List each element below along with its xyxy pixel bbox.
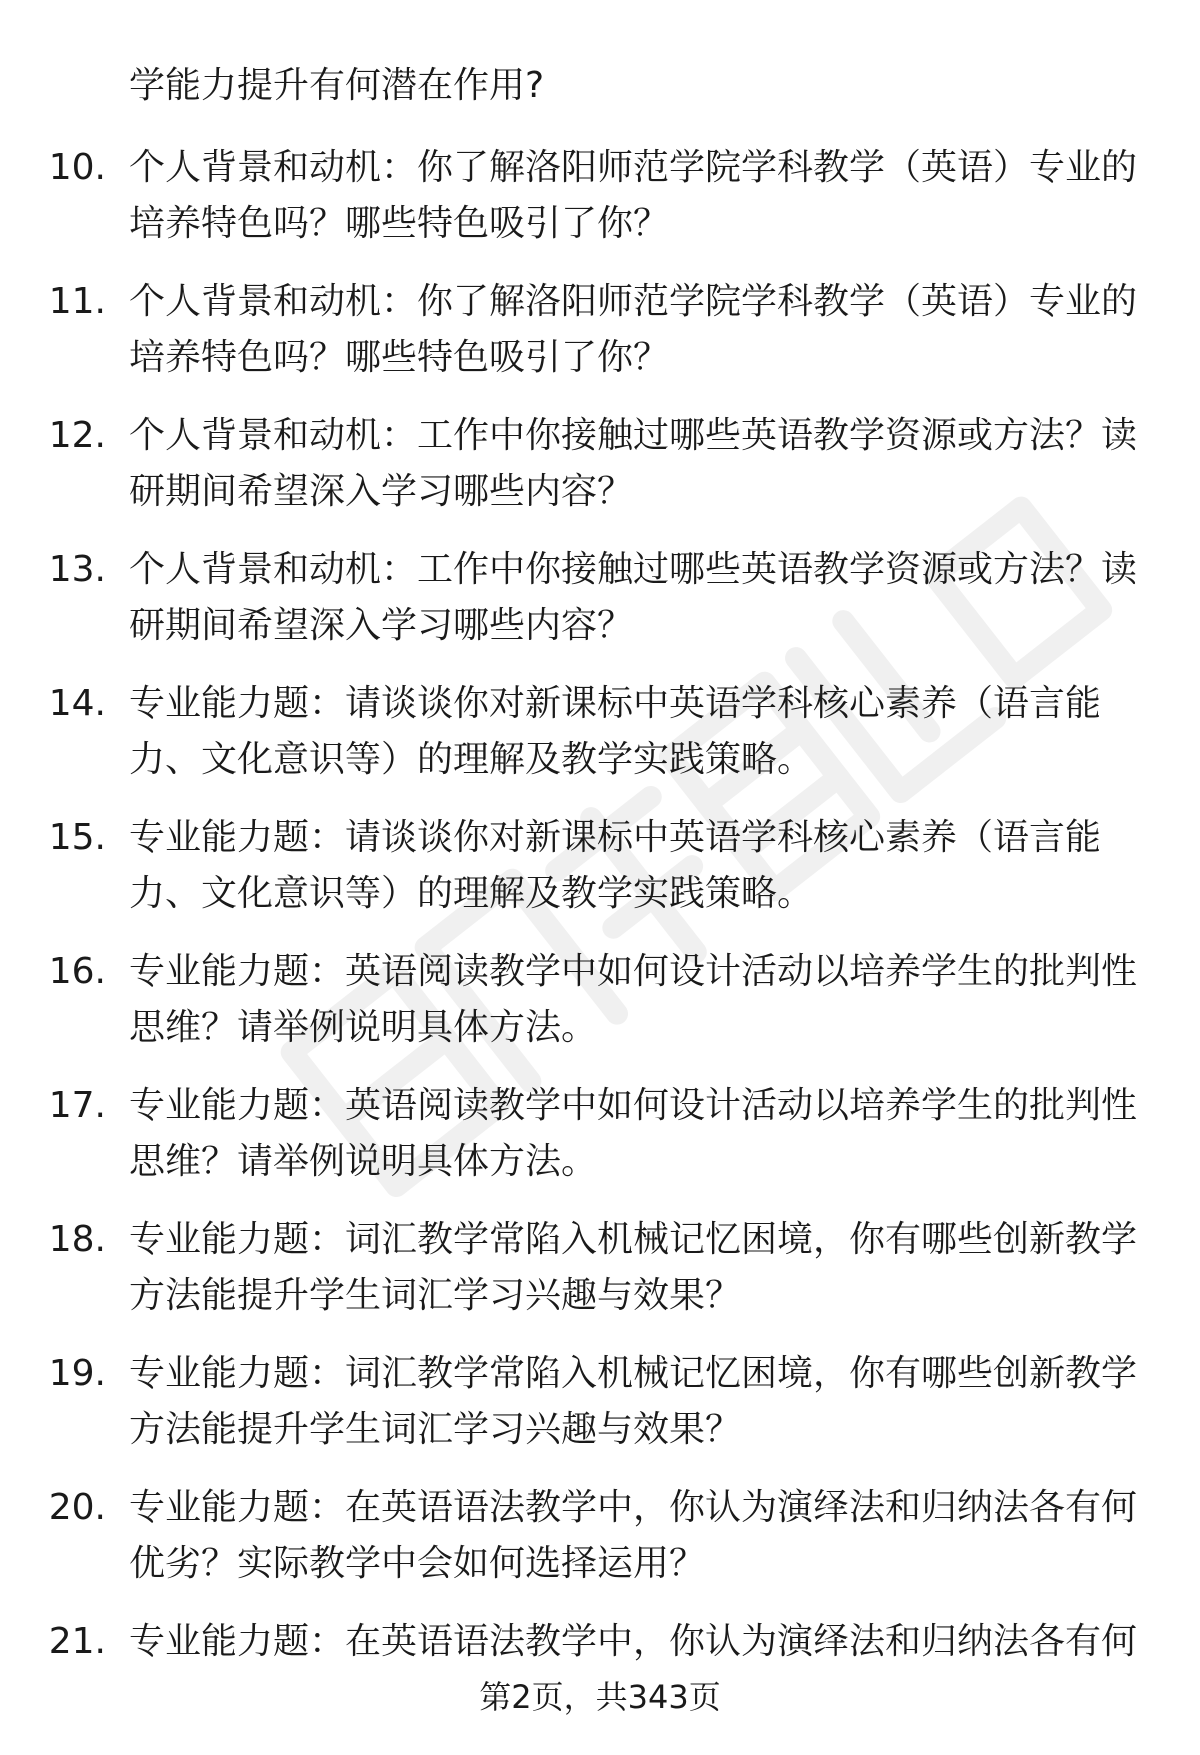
list-item	[0, 542, 1200, 676]
question-line: 专业能力题：英语阅读教学中如何设计活动以培养学生的批判性	[129, 951, 1138, 992]
question-line: 专业能力题：在英语语法教学中，你认为演绎法和归纳法各有何	[129, 1487, 1138, 1528]
question-line: 专业能力题：请谈谈你对新课标中英语学科核心素养（语言能	[129, 817, 1102, 858]
question-number: 10.	[48, 147, 106, 188]
question-line: 力、文化意识等）的理解及教学实践策略。	[129, 873, 814, 914]
question-number: 13.	[48, 549, 106, 590]
question-text	[129, 810, 1141, 922]
question-number: 12.	[48, 415, 106, 456]
list-item	[0, 1078, 1200, 1212]
question-text	[129, 1346, 1141, 1458]
question-number: 15.	[48, 817, 106, 858]
question-text	[129, 1614, 1141, 1670]
question-text	[129, 944, 1141, 1056]
question-text	[129, 274, 1141, 386]
question-line: 方法能提升学生词汇学习兴趣与效果？	[129, 1275, 742, 1316]
question-line: 专业能力题：词汇教学常陷入机械记忆困境，你有哪些创新教学	[129, 1353, 1138, 1394]
question-line: 思维？请举例说明具体方法。	[129, 1141, 598, 1182]
question-line: 个人背景和动机：工作中你接触过哪些英语教学资源或方法？读	[129, 415, 1138, 456]
question-line: 专业能力题：词汇教学常陷入机械记忆困境，你有哪些创新教学	[129, 1219, 1138, 1260]
question-line: 专业能力题：英语阅读教学中如何设计活动以培养学生的批判性	[129, 1085, 1138, 1126]
continued-question-text: 学能力提升有何潜在作用?	[129, 65, 545, 106]
list-item	[0, 1480, 1200, 1614]
page-footer: 第2页，共343页	[479, 1678, 721, 1716]
question-text	[129, 408, 1141, 520]
list-item	[0, 944, 1200, 1078]
list-item	[0, 810, 1200, 944]
question-line: 力、文化意识等）的理解及教学实践策略。	[129, 739, 814, 780]
question-line: 研期间希望深入学习哪些内容？	[129, 605, 634, 646]
question-line: 专业能力题：在英语语法教学中，你认为演绎法和归纳法各有何	[129, 1621, 1138, 1662]
list-item	[0, 1346, 1200, 1480]
question-line: 思维？请举例说明具体方法。	[129, 1007, 598, 1048]
question-line: 培养特色吗？哪些特色吸引了你？	[129, 337, 670, 378]
question-line: 培养特色吗？哪些特色吸引了你？	[129, 203, 670, 244]
question-text	[129, 1078, 1141, 1190]
question-number: 18.	[48, 1219, 106, 1260]
list-item	[0, 1614, 1200, 1684]
question-line: 个人背景和动机：你了解洛阳师范学院学科教学（英语）专业的	[129, 281, 1138, 322]
list-item	[0, 408, 1200, 542]
question-number: 14.	[48, 683, 106, 724]
question-line: 个人背景和动机：你了解洛阳师范学院学科教学（英语）专业的	[129, 147, 1138, 188]
question-line: 个人背景和动机：工作中你接触过哪些英语教学资源或方法？读	[129, 549, 1138, 590]
question-line: 研期间希望深入学习哪些内容？	[129, 471, 634, 512]
list-item	[0, 1212, 1200, 1346]
question-line: 优劣？实际教学中会如何选择运用？	[129, 1543, 706, 1584]
question-number: 16.	[48, 951, 106, 992]
question-text	[129, 140, 1141, 252]
question-text	[129, 676, 1141, 788]
question-number: 11.	[48, 281, 106, 322]
question-number: 21.	[48, 1621, 106, 1662]
list-item	[0, 676, 1200, 810]
list-item	[0, 140, 1200, 274]
question-text	[129, 542, 1141, 654]
question-number: 19.	[48, 1353, 106, 1394]
question-line: 专业能力题：请谈谈你对新课标中英语学科核心素养（语言能	[129, 683, 1102, 724]
question-text	[129, 1480, 1141, 1592]
question-text	[129, 1212, 1141, 1324]
question-line: 方法能提升学生词汇学习兴趣与效果？	[129, 1409, 742, 1450]
question-list	[0, 140, 1200, 1684]
list-item	[0, 274, 1200, 408]
question-number: 17.	[48, 1085, 106, 1126]
question-number: 20.	[48, 1487, 106, 1528]
